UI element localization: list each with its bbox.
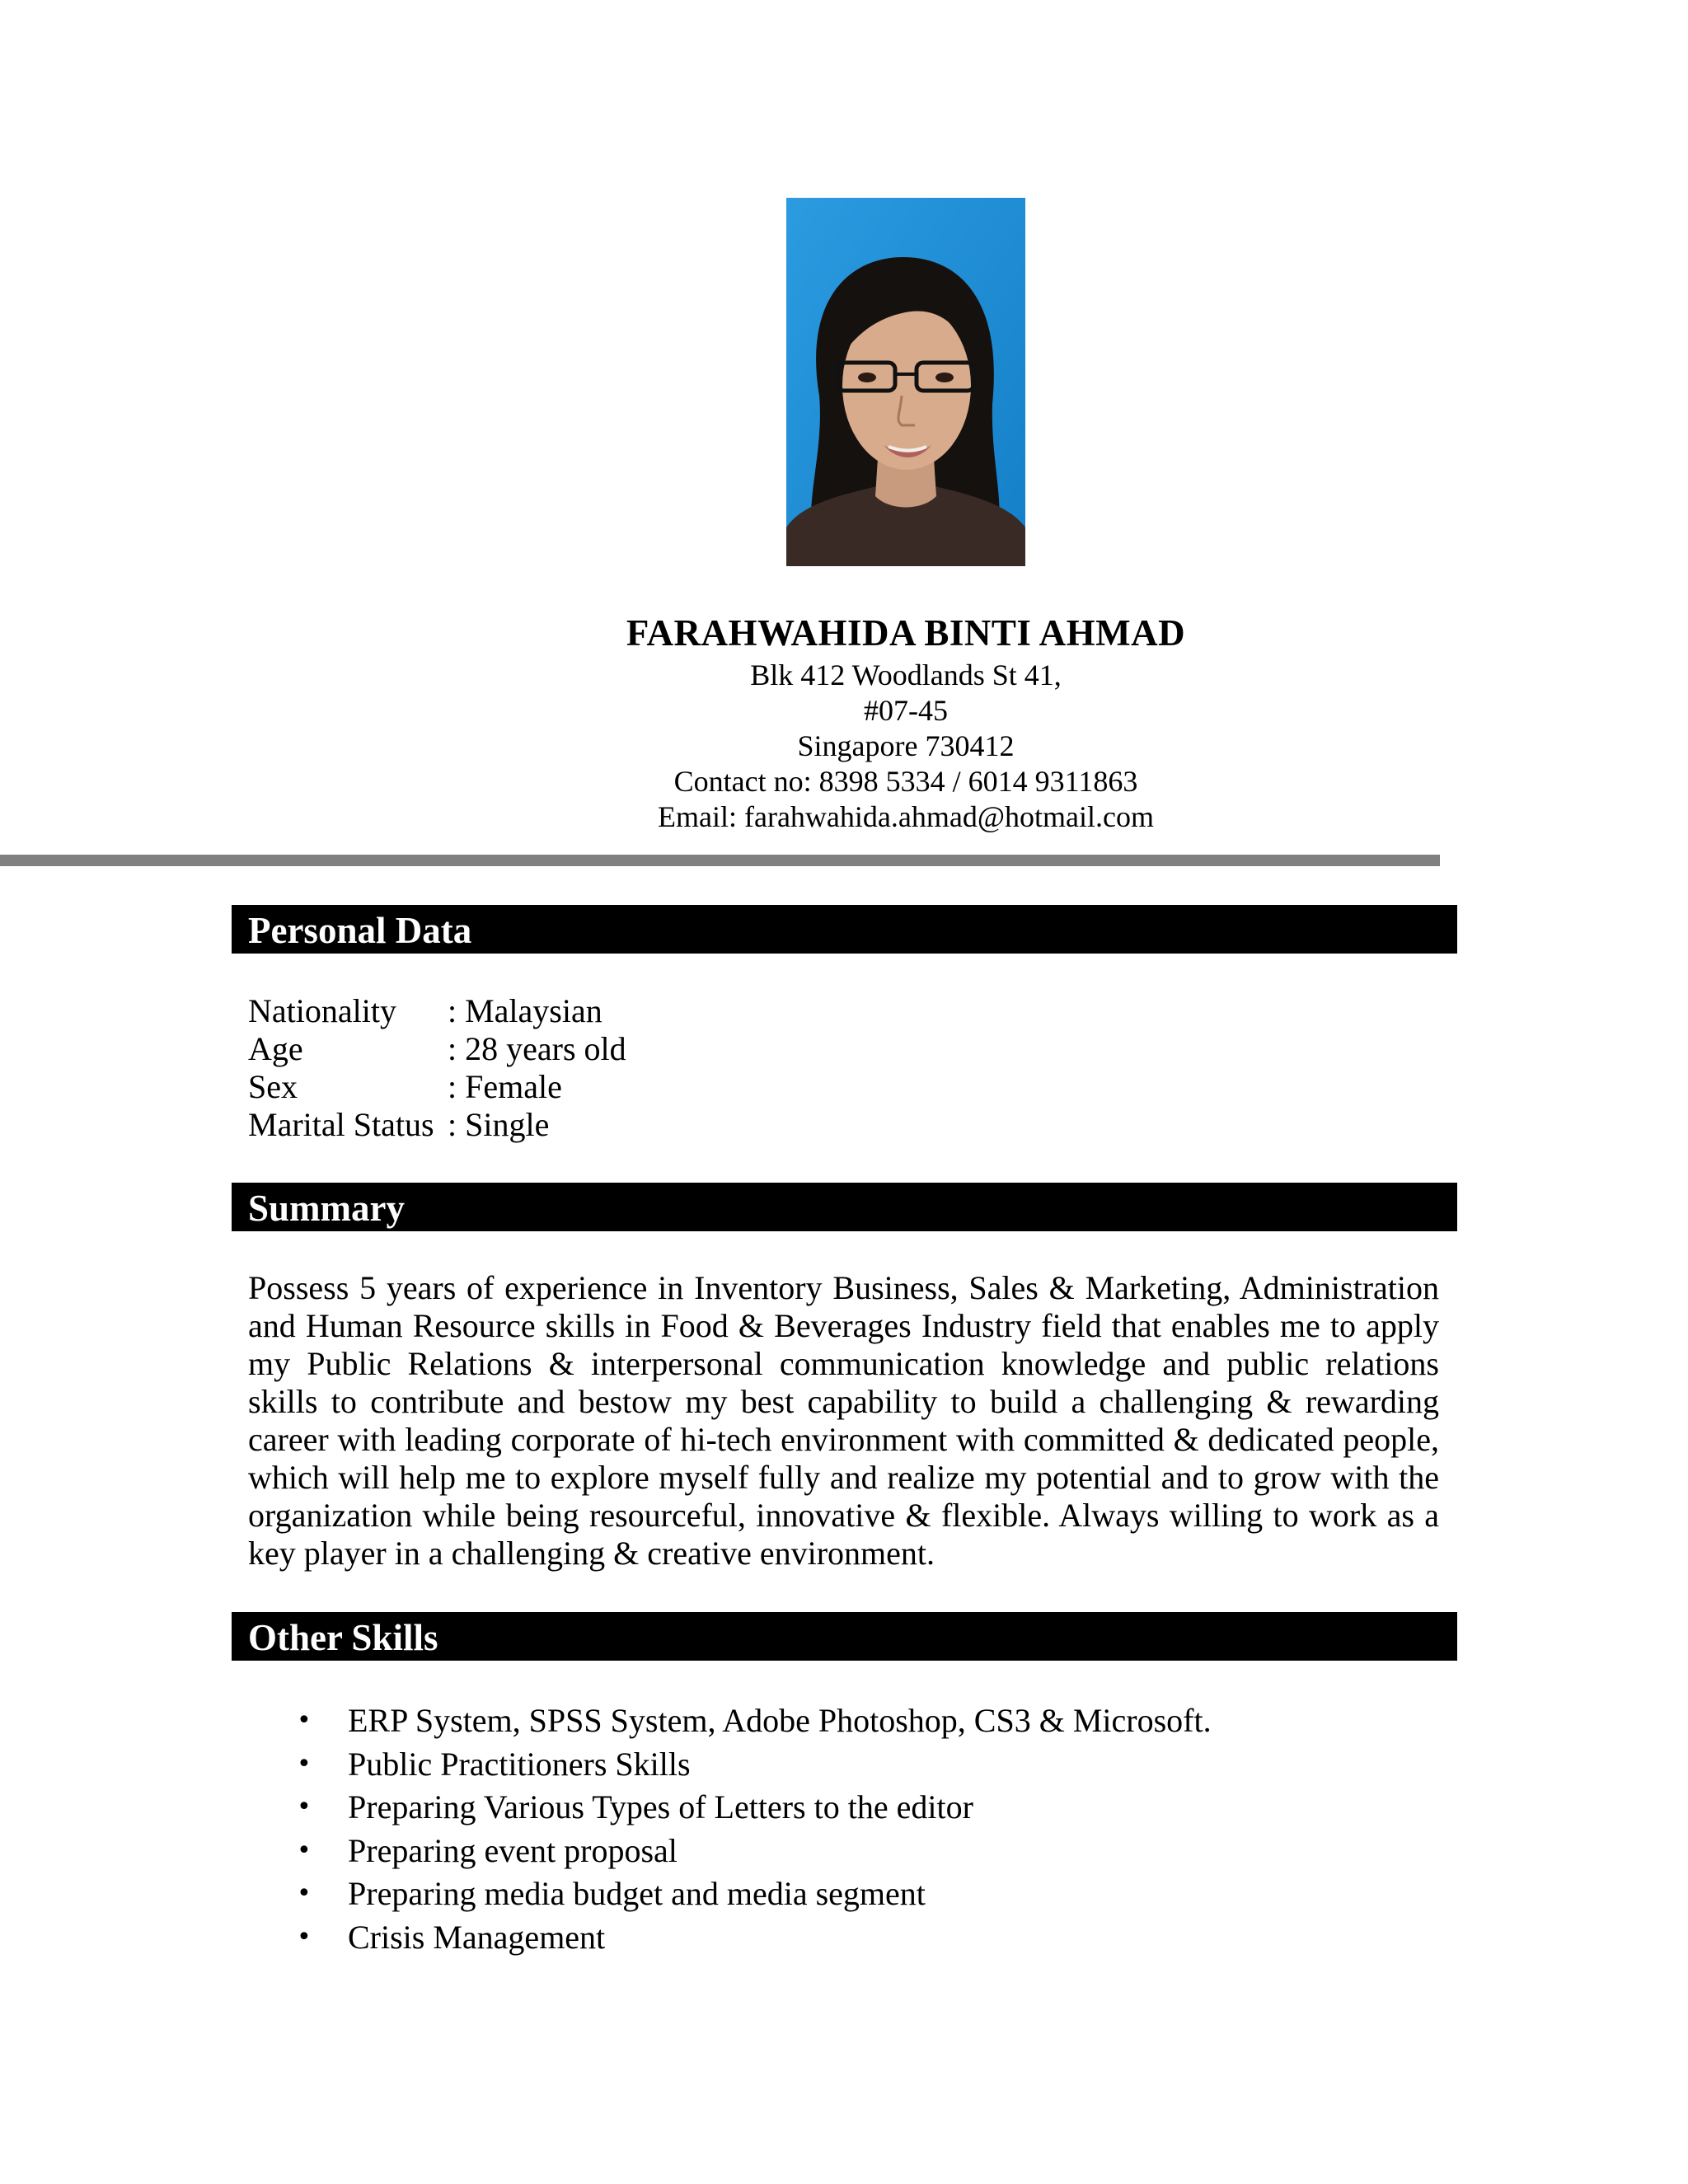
skill-text: Preparing media budget and media segment: [348, 1875, 926, 1912]
personal-label: Sex: [248, 1068, 298, 1105]
header-divider: [0, 855, 1440, 866]
list-item: [248, 1916, 1212, 1960]
personal-label: Age: [248, 1030, 303, 1067]
personal-row-marital-status: [248, 1106, 626, 1144]
personal-row-sex: [248, 1068, 626, 1106]
personal-value: : Female: [448, 1068, 562, 1105]
section-heading-summary: Summary: [232, 1183, 1457, 1231]
skills-list: [248, 1699, 1212, 1959]
skill-text: Public Practitioners Skills: [348, 1745, 691, 1783]
bullet-icon: •: [297, 1749, 312, 1779]
profile-photo: [786, 198, 1025, 566]
address-line-3: Singapore 730412: [797, 729, 1015, 762]
bullet-icon: •: [297, 1835, 312, 1865]
address-line-1: Blk 412 Woodlands St 41,: [750, 658, 1062, 691]
section-heading-other-skills: Other Skills: [232, 1612, 1457, 1661]
skill-text: Crisis Management: [348, 1918, 606, 1956]
address-line-2: #07-45: [864, 694, 948, 727]
personal-value: : 28 years old: [448, 1030, 626, 1067]
portrait-photo-icon: [786, 198, 1025, 566]
list-item: [248, 1786, 1212, 1830]
bullet-icon: •: [297, 1793, 312, 1821]
skill-text: ERP System, SPSS System, Adobe Photoshop, CS3 & Microsoft.: [348, 1702, 1212, 1739]
skill-text: Preparing event proposal: [348, 1831, 678, 1869]
personal-label: Nationality: [248, 992, 396, 1029]
personal-value: : Single: [448, 1106, 550, 1143]
bullet-icon: •: [297, 1879, 312, 1908]
bullet-icon: •: [297, 1706, 312, 1735]
applicant-name: FARAHWAHIDA BINTI AHMAD: [626, 612, 1186, 654]
personal-label: Marital Status: [248, 1106, 434, 1143]
bullet-icon: •: [297, 1922, 312, 1952]
summary-paragraph: Possess 5 years of experience in Inventory Business, Sales & Marketing, Administration and Human Resource skills in Food & Beverages Industry field that enables me to apply my Public Relations & interpersonal communication knowledge and public relations skills to contribute and bestow my best capability to build a challenging & rewarding career with leading corporate of hi-tech environment with committed & dedicated people, which will help me to explore myself fully and realize my potential and to grow with the organization while being resourceful, innovative & flexible. Always willing to work as a key player in a challenging & creative environment.: [248, 1269, 1439, 1572]
contact-number: Contact no: 8398 5334 / 6014 9311863: [673, 765, 1138, 798]
skill-text: Preparing Various Types of Letters to the editor: [348, 1788, 973, 1825]
list-item: [248, 1830, 1212, 1873]
personal-value: : Malaysian: [448, 992, 603, 1029]
section-heading-personal-data: Personal Data: [232, 905, 1457, 954]
list-item: [248, 1743, 1212, 1787]
personal-row-age: [248, 1030, 626, 1068]
list-item: [248, 1699, 1212, 1743]
personal-row-nationality: [248, 992, 626, 1030]
list-item: [248, 1872, 1212, 1916]
email-address: Email: farahwahida.ahmad@hotmail.com: [658, 800, 1154, 833]
personal-data-table: [248, 992, 626, 1144]
contact-header: [0, 608, 1688, 835]
